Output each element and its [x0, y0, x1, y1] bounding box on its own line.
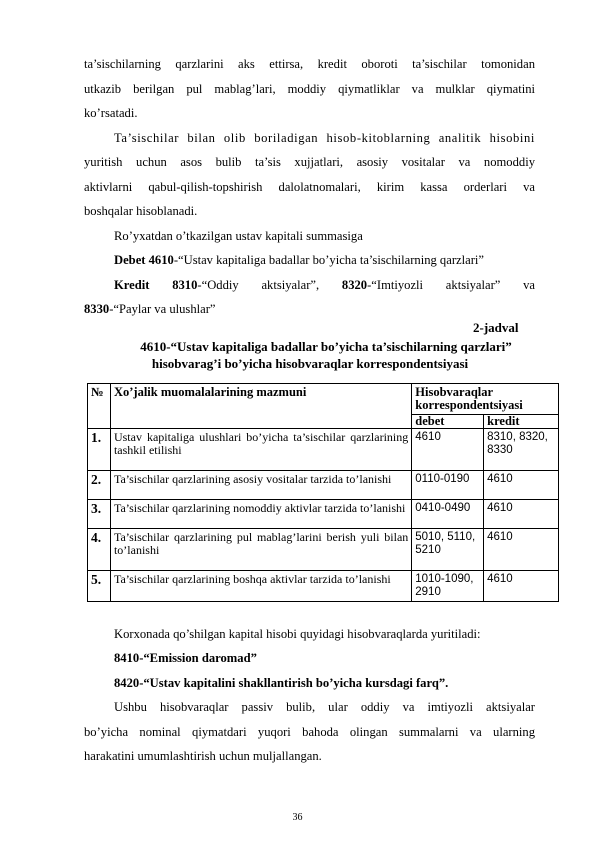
- row-number: 5.: [88, 571, 111, 602]
- table-title-1: 4610-“Ustav kapitaliga badallar bo’yicha ta’sischilarning qarzlari”: [140, 339, 512, 354]
- table-row: [88, 471, 559, 500]
- analytic-line-1: Ta’sischilar bilan olib boriladigan hisob-kitoblarning analitik hisobini: [114, 131, 535, 145]
- row-content: Ta’sischilar qarzlarining nomoddiy aktivlar tarzida to’lanishi: [110, 500, 411, 529]
- credit-code-3: 8330: [84, 302, 110, 316]
- row-number: 1.: [88, 429, 111, 471]
- table-label: 2-jadval: [473, 320, 519, 335]
- table-row: [88, 529, 559, 571]
- row-content: Ustav kapitaliga ulushlari bo’yicha ta’sischilar qarzlarining tashkil etilishi: [110, 429, 411, 471]
- entry-credit: [84, 273, 535, 298]
- credit-text-1: -“Oddiy aktsiyalar”,: [197, 278, 320, 292]
- header-debit: debet: [412, 415, 484, 429]
- entry-debit: [84, 248, 535, 273]
- header-accounts: Hisobvaraqlar korrespondentsiyasi: [412, 384, 559, 415]
- row-credit: 4610: [484, 571, 559, 602]
- debit-text: -“Ustav kapitaliga badallar bo’yicha ta’sischilarning qarzlari”: [173, 253, 484, 267]
- row-credit: 4610: [484, 500, 559, 529]
- row-debit: 5010, 5110, 5210: [412, 529, 484, 571]
- analytic-line-3: aktivlarni qabul-qilish-topshirish dalolatnomalari, kirim kassa orderlari va: [84, 180, 535, 194]
- analytic-line-2: yuritish uchun asos bulib ta’sis xujjatlari, asosiy vositalar va nomoddiy: [84, 155, 535, 169]
- row-content: Ta’sischilar qarzlarining asosiy vositalar tarzida to’lanishi: [110, 471, 411, 500]
- entry-credit-cont: [84, 297, 535, 322]
- row-credit: 4610: [484, 529, 559, 571]
- header-content: Xo’jalik muomalalarining mazmuni: [110, 384, 411, 429]
- intro-line-2: utkazib berilgan pul mablag’lari, moddiy qiymatliklar va mulklar qiymatini: [84, 82, 535, 96]
- credit-label: Kredit 8310: [114, 278, 198, 292]
- account-8410: 8410-“Emission daromad”: [114, 651, 257, 665]
- after-line-1: Korxonada qo’shilgan kapital hisobi quyidagi hisobvaraqlarda yuritiladi:: [114, 627, 481, 641]
- row-content: Ta’sischilar qarzlarining pul mablag’larini berish yuli bilan to’lanishi: [110, 529, 411, 571]
- row-credit: 4610: [484, 471, 559, 500]
- account-8420: 8420-“Ustav kapitalini shakllantirish bo’yicha kursdagi farq”.: [114, 676, 449, 690]
- table-header-row: [88, 384, 559, 415]
- row-debit: 1010-1090, 2910: [412, 571, 484, 602]
- row-number: 4.: [88, 529, 111, 571]
- after-para-line-3: harakatini umumlashtirish uchun muljallangan.: [84, 749, 322, 763]
- intro-line-1: ta’sischilarning qarzlarini aks ettirsa, kredit oboroti ta’sischilar tomonidan: [84, 57, 535, 71]
- row-credit: 8310, 8320, 8330: [484, 429, 559, 471]
- row-number: 2.: [88, 471, 111, 500]
- credit-text-3: -“Paylar va ulushlar”: [109, 302, 216, 316]
- intro-line-3: ko’rsatadi.: [84, 106, 138, 120]
- row-content: Ta’sischilar qarzlarining boshqa aktivlar tarzida to’lanishi: [110, 571, 411, 602]
- header-credit: kredit: [484, 415, 559, 429]
- correspondence-table: [87, 383, 559, 602]
- table-title-2: hisobvarag’i bo’yicha hisobvaraqlar korrespondentsiyasi: [151, 356, 469, 371]
- row-debit: 4610: [412, 429, 484, 471]
- table-row: [88, 500, 559, 529]
- analytic-line-4: boshqalar hisoblanadi.: [84, 204, 198, 218]
- header-no: №: [88, 384, 111, 429]
- credit-text-2: -“Imtiyozli aktsiyalar” va: [367, 278, 536, 292]
- entry-intro: Ro’yxatdan o’tkazilgan ustav kapitali summasiga: [114, 229, 363, 243]
- credit-code-2: 8320: [341, 278, 368, 292]
- row-number: 3.: [88, 500, 111, 529]
- page-number: 36: [292, 812, 303, 823]
- row-debit: 0410-0490: [412, 500, 484, 529]
- table-row: [88, 429, 559, 471]
- debit-label: Debet 4610: [114, 253, 174, 267]
- after-para-line-2: bo’yicha nominal qiymatdari yuqori bahoda olingan summalarni va ularning: [84, 725, 535, 739]
- table-row: [88, 571, 559, 602]
- after-para-line-1: Ushbu hisobvaraqlar passiv bulib, ular oddiy va imtiyozli aktsiyalar: [114, 700, 535, 714]
- row-debit: 0110-0190: [412, 471, 484, 500]
